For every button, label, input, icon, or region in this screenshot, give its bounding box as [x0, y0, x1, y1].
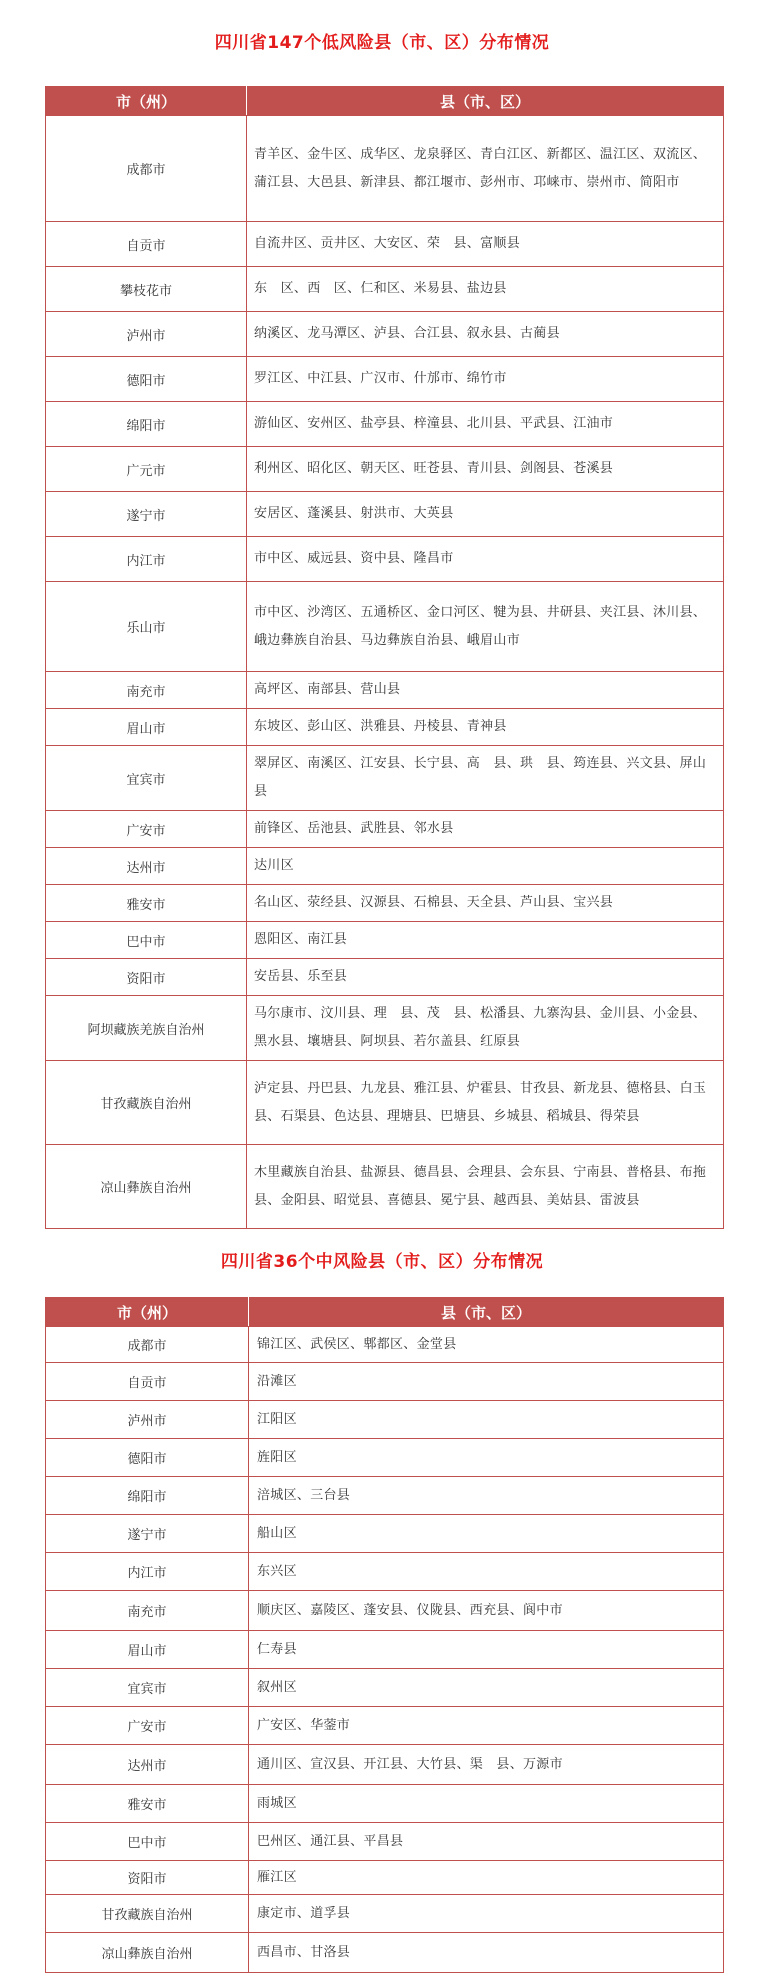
- header-city: 市（州）: [46, 87, 247, 116]
- table-row: [46, 1895, 724, 1933]
- counties-cell: 翠屏区、南溪区、江安县、长宁县、高 县、珙 县、筠连县、兴文县、屏山县: [247, 746, 724, 811]
- table-row: [46, 1439, 724, 1477]
- table-row: [46, 1933, 724, 1973]
- counties-cell: 名山区、荥经县、汉源县、石棉县、天全县、芦山县、宝兴县: [247, 885, 724, 922]
- city-cell: 巴中市: [46, 1823, 249, 1861]
- counties-cell: 市中区、威远县、资中县、隆昌市: [247, 537, 724, 582]
- city-cell: 资阳市: [46, 1861, 249, 1895]
- table-row: [46, 1823, 724, 1861]
- counties-cell: 广安区、华蓥市: [249, 1707, 724, 1745]
- counties-cell: 仁寿县: [249, 1631, 724, 1669]
- counties-cell: 青羊区、金牛区、成华区、龙泉驿区、青白江区、新都区、温江区、双流区、蒲江县、大邑县、新津县、都江堰市、彭州市、邛崃市、崇州市、简阳市: [247, 116, 724, 222]
- table-row: [46, 1327, 724, 1363]
- table-row: [46, 811, 724, 848]
- city-cell: 内江市: [46, 537, 247, 582]
- table-row: [46, 116, 724, 222]
- low-risk-table: [45, 86, 724, 1229]
- city-cell: 成都市: [46, 1327, 249, 1363]
- counties-cell: 安岳县、乐至县: [247, 959, 724, 996]
- table-row: [46, 1631, 724, 1669]
- table-row: [46, 267, 724, 312]
- counties-cell: 旌阳区: [249, 1439, 724, 1477]
- table-row: [46, 222, 724, 267]
- table-row: [46, 582, 724, 672]
- city-cell: 乐山市: [46, 582, 247, 672]
- city-cell: 凉山彝族自治州: [46, 1145, 247, 1229]
- table-header-row: [46, 1298, 724, 1327]
- table-row: [46, 1363, 724, 1401]
- counties-cell: 市中区、沙湾区、五通桥区、金口河区、犍为县、井研县、夹江县、沐川县、峨边彝族自治县、马边彝族自治县、峨眉山市: [247, 582, 724, 672]
- counties-cell: 顺庆区、嘉陵区、蓬安县、仪陇县、西充县、阆中市: [249, 1591, 724, 1631]
- counties-cell: 通川区、宣汉县、开江县、大竹县、渠 县、万源市: [249, 1745, 724, 1785]
- city-cell: 达州市: [46, 848, 247, 885]
- city-cell: 眉山市: [46, 1631, 249, 1669]
- city-cell: 泸州市: [46, 312, 247, 357]
- header-counties: 县（市、区）: [249, 1298, 724, 1327]
- table-row: [46, 959, 724, 996]
- city-cell: 德阳市: [46, 1439, 249, 1477]
- city-cell: 宜宾市: [46, 1669, 249, 1707]
- counties-cell: 江阳区: [249, 1401, 724, 1439]
- counties-cell: 前锋区、岳池县、武胜县、邻水县: [247, 811, 724, 848]
- table-row: [46, 402, 724, 447]
- city-cell: 德阳市: [46, 357, 247, 402]
- counties-cell: 涪城区、三台县: [249, 1477, 724, 1515]
- city-cell: 达州市: [46, 1745, 249, 1785]
- counties-cell: 利州区、昭化区、朝天区、旺苍县、青川县、剑阁县、苍溪县: [247, 447, 724, 492]
- city-cell: 巴中市: [46, 922, 247, 959]
- city-cell: 绵阳市: [46, 1477, 249, 1515]
- counties-cell: 木里藏族自治县、盐源县、德昌县、会理县、会东县、宁南县、普格县、布拖县、金阳县、昭觉县、喜德县、冕宁县、越西县、美姑县、雷波县: [247, 1145, 724, 1229]
- city-cell: 自贡市: [46, 222, 247, 267]
- counties-cell: 高坪区、南部县、营山县: [247, 672, 724, 709]
- city-cell: 阿坝藏族羌族自治州: [46, 996, 247, 1061]
- city-cell: 遂宁市: [46, 492, 247, 537]
- table-row: [46, 447, 724, 492]
- table-row: [46, 1745, 724, 1785]
- counties-cell: 西昌市、甘洛县: [249, 1933, 724, 1973]
- city-cell: 凉山彝族自治州: [46, 1933, 249, 1973]
- counties-cell: 船山区: [249, 1515, 724, 1553]
- city-cell: 广安市: [46, 1707, 249, 1745]
- header-city: 市（州）: [46, 1298, 249, 1327]
- table-row: [46, 1707, 724, 1745]
- counties-cell: 泸定县、丹巴县、九龙县、雅江县、炉霍县、甘孜县、新龙县、德格县、白玉县、石渠县、色达县、理塘县、巴塘县、乡城县、稻城县、得荣县: [247, 1061, 724, 1145]
- city-cell: 泸州市: [46, 1401, 249, 1439]
- counties-cell: 东兴区: [249, 1553, 724, 1591]
- table-row: [46, 1515, 724, 1553]
- city-cell: 广安市: [46, 811, 247, 848]
- medium-risk-title: 四川省36个中风险县（市、区）分布情况: [220, 1252, 544, 1272]
- city-cell: 宜宾市: [46, 746, 247, 811]
- city-cell: 资阳市: [46, 959, 247, 996]
- counties-cell: 沿滩区: [249, 1363, 724, 1401]
- city-cell: 眉山市: [46, 709, 247, 746]
- city-cell: 甘孜藏族自治州: [46, 1061, 247, 1145]
- table-row: [46, 848, 724, 885]
- table-row: [46, 1477, 724, 1515]
- counties-cell: 康定市、道孚县: [249, 1895, 724, 1933]
- counties-cell: 雨城区: [249, 1785, 724, 1823]
- table-row: [46, 1553, 724, 1591]
- table-row: [46, 1669, 724, 1707]
- counties-cell: 马尔康市、汶川县、理 县、茂 县、松潘县、九寨沟县、金川县、小金县、黑水县、壤塘县、阿坝县、若尔盖县、红原县: [247, 996, 724, 1061]
- city-cell: 广元市: [46, 447, 247, 492]
- city-cell: 雅安市: [46, 885, 247, 922]
- table-row: [46, 1861, 724, 1895]
- counties-cell: 自流井区、贡井区、大安区、荣 县、富顺县: [247, 222, 724, 267]
- counties-cell: 罗江区、中江县、广汉市、什邡市、绵竹市: [247, 357, 724, 402]
- table-row: [46, 746, 724, 811]
- table-row: [46, 672, 724, 709]
- counties-cell: 纳溪区、龙马潭区、泸县、合江县、叙永县、古蔺县: [247, 312, 724, 357]
- medium-risk-table: [45, 1297, 724, 1973]
- table-row: [46, 996, 724, 1061]
- counties-cell: 雁江区: [249, 1861, 724, 1895]
- city-cell: 攀枝花市: [46, 267, 247, 312]
- table-row: [46, 492, 724, 537]
- counties-cell: 东 区、西 区、仁和区、米易县、盐边县: [247, 267, 724, 312]
- table-row: [46, 312, 724, 357]
- city-cell: 内江市: [46, 1553, 249, 1591]
- city-cell: 南充市: [46, 672, 247, 709]
- city-cell: 绵阳市: [46, 402, 247, 447]
- table-row: [46, 537, 724, 582]
- city-cell: 雅安市: [46, 1785, 249, 1823]
- table-row: [46, 1785, 724, 1823]
- counties-cell: 巴州区、通江县、平昌县: [249, 1823, 724, 1861]
- counties-cell: 东坡区、彭山区、洪雅县、丹棱县、青神县: [247, 709, 724, 746]
- city-cell: 遂宁市: [46, 1515, 249, 1553]
- table-row: [46, 1591, 724, 1631]
- header-counties: 县（市、区）: [247, 87, 724, 116]
- table-row: [46, 1145, 724, 1229]
- counties-cell: 叙州区: [249, 1669, 724, 1707]
- counties-cell: 恩阳区、南江县: [247, 922, 724, 959]
- table-row: [46, 709, 724, 746]
- counties-cell: 游仙区、安州区、盐亭县、梓潼县、北川县、平武县、江油市: [247, 402, 724, 447]
- table-row: [46, 1401, 724, 1439]
- counties-cell: 达川区: [247, 848, 724, 885]
- table-row: [46, 357, 724, 402]
- table-row: [46, 922, 724, 959]
- low-risk-title: 四川省147个低风险县（市、区）分布情况: [214, 33, 550, 53]
- city-cell: 南充市: [46, 1591, 249, 1631]
- table-row: [46, 885, 724, 922]
- city-cell: 成都市: [46, 116, 247, 222]
- counties-cell: 安居区、蓬溪县、射洪市、大英县: [247, 492, 724, 537]
- counties-cell: 锦江区、武侯区、郫都区、金堂县: [249, 1327, 724, 1363]
- city-cell: 甘孜藏族自治州: [46, 1895, 249, 1933]
- table-header-row: [46, 87, 724, 116]
- city-cell: 自贡市: [46, 1363, 249, 1401]
- table-row: [46, 1061, 724, 1145]
